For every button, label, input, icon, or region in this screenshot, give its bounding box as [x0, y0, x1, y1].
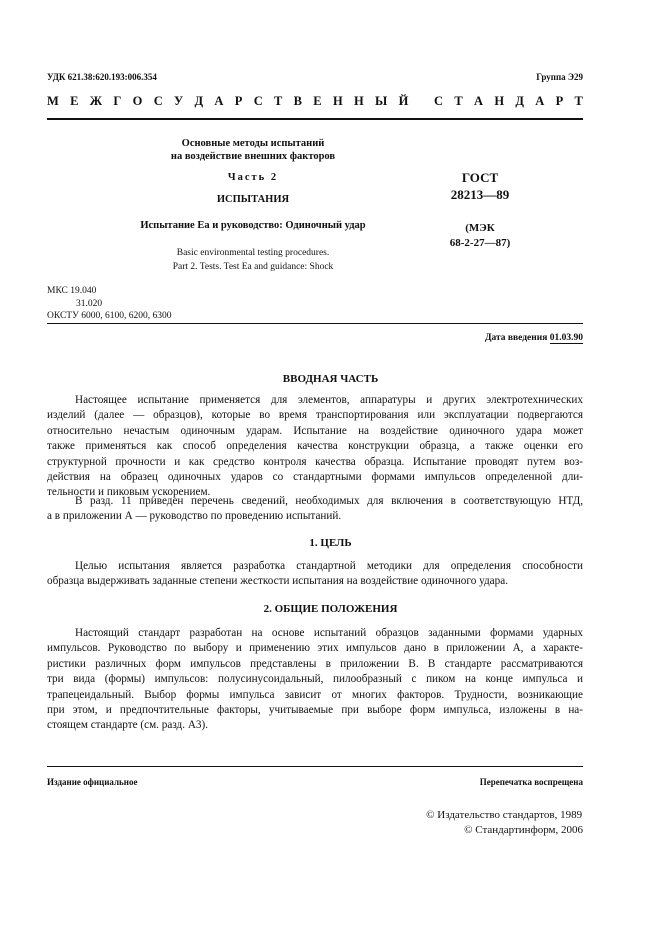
standard-type-heading: [47, 94, 583, 109]
heading-letter: Н: [494, 94, 505, 108]
test-title: Испытание Ea и руководство: Одиночный удар: [140, 220, 366, 231]
intro-paragraph-1: [47, 393, 583, 501]
gost-label: ГОСТ: [461, 170, 499, 185]
intro-date-value: 01.03.90: [549, 333, 583, 343]
classifier-rule: [47, 323, 583, 324]
paragraph-line: Настоящее испытание применяется для элементов, аппаратуры и других электротехнических: [75, 394, 583, 406]
heading-letter: Р: [234, 94, 243, 108]
heading-letter: С: [253, 94, 263, 108]
intro-paragraph-2: [47, 494, 583, 525]
heading-letter: С: [434, 94, 444, 108]
header-rule: [47, 118, 583, 120]
heading-letter: А: [474, 94, 484, 108]
title: [128, 137, 378, 163]
paragraph-line: образца выдерживать заданные степени жесткости испытания на воздействие одиночного удара.: [47, 575, 508, 588]
paragraph-line: относительно нечастым одиночным ударам. Испытание на воздействие одиночного удара может: [47, 424, 583, 437]
intro-heading: ВВОДНАЯ ЧАСТЬ: [282, 373, 379, 385]
iec-line-1: (МЭК: [465, 222, 495, 234]
heading-letter: С: [153, 94, 163, 108]
heading-letter: Т: [274, 94, 283, 108]
paragraph-line: трапецеидальный. Выбор формы импульса зависит от многих факторов. Трудности, возникающие: [47, 688, 583, 701]
paragraph-line: три вида (формы) импульсов: полусинусоидальный, пилообразный с пиком на конце импульса и: [47, 673, 583, 686]
group-code: Группа Э29: [536, 72, 583, 82]
paragraph-line: действия на образец одиночных ударов со стандартными формами импульсов определенной дли-: [47, 471, 583, 484]
heading-letter: Ж: [89, 94, 103, 108]
gost-number: 28213—89: [450, 187, 510, 202]
paragraph-line: стоящем стандарте (см. разд. А3).: [47, 719, 209, 732]
intro-date-label: Дата введения: [484, 333, 548, 343]
paragraph-line: импульсов. Руководство по выбору и применению этих импульсов дано в приложении А, а характе-: [47, 642, 583, 655]
heading-letter: Т: [454, 94, 463, 108]
heading-letter: Г: [113, 94, 122, 108]
title-line-1: Основные методы испытаний: [181, 138, 325, 149]
copyright: [426, 808, 583, 838]
section-2-heading: 2. ОБЩИЕ ПОЛОЖЕНИЯ: [263, 603, 398, 615]
heading-letter: А: [214, 94, 224, 108]
paragraph-line: Настоящий стандарт разработан на основе испытаний образцов заданными формами ударных: [75, 627, 583, 639]
part-title: ИСПЫТАНИЯ: [216, 194, 290, 205]
paragraph-line: тельности и пиковым ускорением.: [47, 486, 211, 499]
heading-letter: М: [47, 94, 59, 108]
heading-letter: Н: [353, 94, 364, 108]
section-2-paragraph: [47, 626, 583, 734]
udk-code: УДК 621.38:620.193:006.354: [47, 72, 157, 82]
heading-letter: Д: [515, 94, 524, 108]
heading-letter: Й: [398, 94, 409, 108]
part-label: Часть 2: [227, 172, 279, 183]
footer-rule: [47, 766, 583, 767]
title-line-2: на воздействие внешних факторов: [170, 151, 336, 162]
heading-letter: А: [535, 94, 545, 108]
section-1-paragraph: [47, 559, 583, 590]
intro-date: [485, 333, 583, 343]
heading-letter: В: [293, 94, 302, 108]
paragraph-line: изделий (далее — образцов), которые во время транспортирования или эксплуатации подвергаются: [47, 409, 583, 422]
paragraph-line: структурной прочности и как средство контроля качества образца. Испытание проводят путем воз-: [47, 455, 583, 468]
english-title-line-2: Part 2. Tests. Test Ea and guidance: Shock: [172, 261, 334, 272]
gost-designation: [440, 169, 520, 203]
paragraph-line: Целью испытания является разработка стандартной методики для определения способности: [75, 560, 583, 572]
paragraph-line: а в приложении А — руководство по проведению испытаний.: [47, 510, 342, 523]
paragraph-line: также применяться как способ определения качества конструкции образца, а также оценки его: [47, 440, 583, 453]
mks-line-1: МКС 19.040: [47, 286, 97, 296]
heading-letter: Е: [70, 94, 79, 108]
heading-letter: О: [132, 94, 143, 108]
heading-letter: Н: [332, 94, 343, 108]
section-1-heading: 1. ЦЕЛЬ: [309, 537, 352, 549]
okstu-line: ОКСТУ 6000, 6100, 6200, 6300: [47, 311, 172, 321]
english-title-line-1: Basic environmental testing procedures.: [176, 248, 330, 258]
reprint-prohibited: Перепечатка воспрещена: [479, 777, 583, 787]
english-title: [118, 247, 388, 274]
copyright-line-2: © Стандартинформ, 2006: [464, 824, 583, 836]
heading-letter: Ы: [375, 94, 388, 108]
edition-official: Издание официальное: [47, 777, 138, 787]
classifiers: [47, 285, 171, 323]
mks-line-2: 31.020: [76, 298, 103, 309]
heading-letter: [420, 94, 423, 109]
heading-letter: У: [174, 94, 184, 108]
paragraph-line: В разд. 11 приведен перечень сведений, необходимых для включения в соответствующую НТД,: [75, 495, 583, 507]
copyright-line-1: © Издательство стандартов, 1989: [426, 809, 583, 821]
iec-line-2: 68-2-27—87): [449, 237, 511, 249]
paragraph-line: при этом, и предпочтительные факторы, учитываемые при выборе форм импульса, изложены в на-: [47, 704, 583, 717]
paragraph-line: ристики различных форм импульсов представлены в приложении В. В стандарте рассматриваются: [47, 657, 583, 670]
heading-letter: Р: [555, 94, 564, 108]
iec-reference: [430, 221, 530, 251]
heading-letter: Е: [313, 94, 322, 108]
heading-letter: Д: [194, 94, 204, 108]
heading-letter: Т: [574, 94, 583, 108]
